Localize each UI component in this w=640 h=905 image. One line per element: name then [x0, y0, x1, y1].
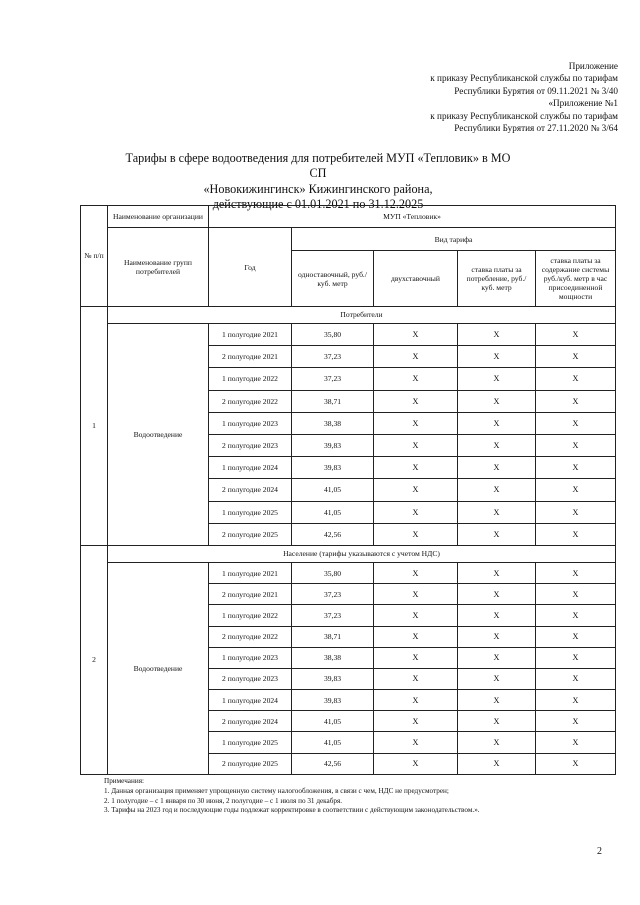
section-title: Потребители [108, 306, 616, 323]
single-rate-cell: 41,05 [292, 732, 374, 753]
col-header-tariff-type: Вид тарифа [292, 228, 616, 251]
two-rate-cell: Х [374, 647, 458, 668]
single-rate-cell: 38,71 [292, 390, 374, 412]
two-rate-cell: Х [374, 434, 458, 456]
consumption-rate-cell: Х [458, 479, 536, 501]
consumption-rate-cell: Х [458, 346, 536, 368]
maintenance-rate-cell: Х [536, 390, 616, 412]
two-rate-cell: Х [374, 479, 458, 501]
period-cell: 1 полугодие 2024 [209, 457, 292, 479]
single-rate-cell: 37,23 [292, 584, 374, 605]
consumption-rate-cell: Х [458, 690, 536, 711]
period-cell: 2 полугодие 2023 [209, 434, 292, 456]
table-row [81, 324, 616, 346]
period-cell: 2 полугодие 2025 [209, 753, 292, 774]
two-rate-cell: Х [374, 324, 458, 346]
single-rate-cell: 38,38 [292, 412, 374, 434]
maintenance-rate-cell: Х [536, 501, 616, 523]
single-rate-cell: 39,83 [292, 457, 374, 479]
single-rate-cell: 39,83 [292, 668, 374, 689]
two-rate-cell: Х [374, 501, 458, 523]
period-cell: 1 полугодие 2023 [209, 647, 292, 668]
maintenance-rate-cell: Х [536, 753, 616, 774]
maintenance-rate-cell: Х [536, 690, 616, 711]
maintenance-rate-cell: Х [536, 605, 616, 626]
notes-title: Примечания: [104, 777, 144, 785]
order-header [318, 60, 618, 134]
maintenance-rate-cell: Х [536, 711, 616, 732]
consumption-rate-cell: Х [458, 668, 536, 689]
consumption-rate-cell: Х [458, 523, 536, 545]
consumption-rate-cell: Х [458, 390, 536, 412]
single-rate-cell: 37,23 [292, 605, 374, 626]
header-line: Республики Бурятия от 27.11.2020 № 3/64 [454, 123, 618, 134]
period-cell: 1 полугодие 2022 [209, 605, 292, 626]
consumption-rate-cell: Х [458, 368, 536, 390]
maintenance-rate-cell: Х [536, 732, 616, 753]
consumption-rate-cell: Х [458, 324, 536, 346]
col-header-single: одноставочный, руб./ куб. метр [292, 251, 374, 306]
consumption-rate-cell: Х [458, 563, 536, 584]
two-rate-cell: Х [374, 626, 458, 647]
period-cell: 1 полугодие 2022 [209, 368, 292, 390]
two-rate-cell: Х [374, 711, 458, 732]
maintenance-rate-cell: Х [536, 626, 616, 647]
title-line: Тарифы в сфере водоотведения для потребителей МУП «Тепловик» в МО СП [125, 151, 511, 181]
tariff-table [80, 205, 616, 775]
single-rate-cell: 39,83 [292, 690, 374, 711]
col-header-group: Наименование групп потребителей [108, 228, 209, 307]
col-header-maintenance: ставка платы за содержание системы руб./куб. метр в час присоединенной мощности [536, 251, 616, 306]
consumption-rate-cell: Х [458, 753, 536, 774]
consumption-rate-cell: Х [458, 434, 536, 456]
maintenance-rate-cell: Х [536, 368, 616, 390]
period-cell: 2 полугодие 2025 [209, 523, 292, 545]
title-line: «Новокижингинск» Кижингинского района, [203, 181, 433, 196]
consumption-rate-cell: Х [458, 584, 536, 605]
section-number: 1 [81, 306, 108, 545]
two-rate-cell: Х [374, 732, 458, 753]
col-header-two: двухставочный [374, 251, 458, 306]
period-cell: 1 полугодие 2025 [209, 732, 292, 753]
table-row [81, 563, 616, 584]
group-name: Водоотведение [108, 563, 209, 775]
two-rate-cell: Х [374, 346, 458, 368]
period-cell: 2 полугодие 2021 [209, 346, 292, 368]
consumption-rate-cell: Х [458, 412, 536, 434]
two-rate-cell: Х [374, 523, 458, 545]
maintenance-rate-cell: Х [536, 412, 616, 434]
consumption-rate-cell: Х [458, 501, 536, 523]
header-line: к приказу Республиканской службы по тарифам [430, 110, 618, 121]
period-cell: 1 полугодие 2021 [209, 563, 292, 584]
period-cell: 2 полугодие 2024 [209, 479, 292, 501]
period-cell: 1 полугодие 2025 [209, 501, 292, 523]
single-rate-cell: 37,23 [292, 368, 374, 390]
header-line: к приказу Республиканской службы по тарифам [430, 73, 618, 84]
maintenance-rate-cell: Х [536, 668, 616, 689]
period-cell: 2 полугодие 2022 [209, 390, 292, 412]
single-rate-cell: 41,05 [292, 711, 374, 732]
period-cell: 2 полугодие 2021 [209, 584, 292, 605]
group-name: Водоотведение [108, 324, 209, 546]
maintenance-rate-cell: Х [536, 563, 616, 584]
header-line: Приложение [568, 61, 618, 71]
two-rate-cell: Х [374, 563, 458, 584]
single-rate-cell: 42,56 [292, 753, 374, 774]
two-rate-cell: Х [374, 668, 458, 689]
single-rate-cell: 37,23 [292, 346, 374, 368]
maintenance-rate-cell: Х [536, 584, 616, 605]
period-cell: 1 полугодие 2023 [209, 412, 292, 434]
single-rate-cell: 39,83 [292, 434, 374, 456]
single-rate-cell: 35,80 [292, 563, 374, 584]
maintenance-rate-cell: Х [536, 434, 616, 456]
header-line: «Приложение №1 [548, 98, 618, 109]
maintenance-rate-cell: Х [536, 324, 616, 346]
single-rate-cell: 42,56 [292, 523, 374, 545]
consumption-rate-cell: Х [458, 457, 536, 479]
single-rate-cell: 38,71 [292, 626, 374, 647]
col-header-num: № п/п [81, 206, 108, 307]
two-rate-cell: Х [374, 390, 458, 412]
maintenance-rate-cell: Х [536, 346, 616, 368]
consumption-rate-cell: Х [458, 605, 536, 626]
page-number: 2 [597, 846, 602, 857]
maintenance-rate-cell: Х [536, 457, 616, 479]
section-title: Население (тарифы указываются с учетом НДС) [108, 545, 616, 562]
period-cell: 2 полугодие 2023 [209, 668, 292, 689]
title-line: действующие с 01.01.2021 по 31.12.2025 [212, 197, 424, 212]
two-rate-cell: Х [374, 457, 458, 479]
maintenance-rate-cell: Х [536, 479, 616, 501]
period-cell: 1 полугодие 2024 [209, 690, 292, 711]
two-rate-cell: Х [374, 605, 458, 626]
two-rate-cell: Х [374, 368, 458, 390]
note-item: 1. Данная организация применяет упрощенную систему налогообложения, в связи с чем, НДС не предусмотрен; [104, 786, 449, 795]
col-header-org: Наименование организации [108, 206, 209, 228]
org-name: МУП «Тепловик» [209, 206, 616, 228]
maintenance-rate-cell: Х [536, 523, 616, 545]
period-cell: 1 полугодие 2021 [209, 324, 292, 346]
two-rate-cell: Х [374, 412, 458, 434]
single-rate-cell: 35,80 [292, 324, 374, 346]
document-title [118, 151, 518, 213]
note-item: 2. 1 полугодие – с 1 января по 30 июня, 2 полугодие – с 1 июля по 31 декабря. [104, 796, 343, 805]
consumption-rate-cell: Х [458, 647, 536, 668]
section-number: 2 [81, 545, 108, 774]
single-rate-cell: 41,05 [292, 501, 374, 523]
two-rate-cell: Х [374, 584, 458, 605]
note-item: 3. Тарифы на 2023 год и последующие годы подлежат корректировке в соответствии с действующим законодательством.». [104, 806, 480, 815]
col-header-year: Год [209, 228, 292, 307]
maintenance-rate-cell: Х [536, 647, 616, 668]
single-rate-cell: 41,05 [292, 479, 374, 501]
consumption-rate-cell: Х [458, 626, 536, 647]
two-rate-cell: Х [374, 753, 458, 774]
two-rate-cell: Х [374, 690, 458, 711]
single-rate-cell: 38,38 [292, 647, 374, 668]
consumption-rate-cell: Х [458, 732, 536, 753]
notes [104, 777, 614, 816]
period-cell: 2 полугодие 2022 [209, 626, 292, 647]
header-line: Республики Бурятия от 09.11.2021 № 3/40 [454, 85, 618, 96]
period-cell: 2 полугодие 2024 [209, 711, 292, 732]
col-header-consumption: ставка платы за потребление, руб./ куб. метр [458, 251, 536, 306]
consumption-rate-cell: Х [458, 711, 536, 732]
